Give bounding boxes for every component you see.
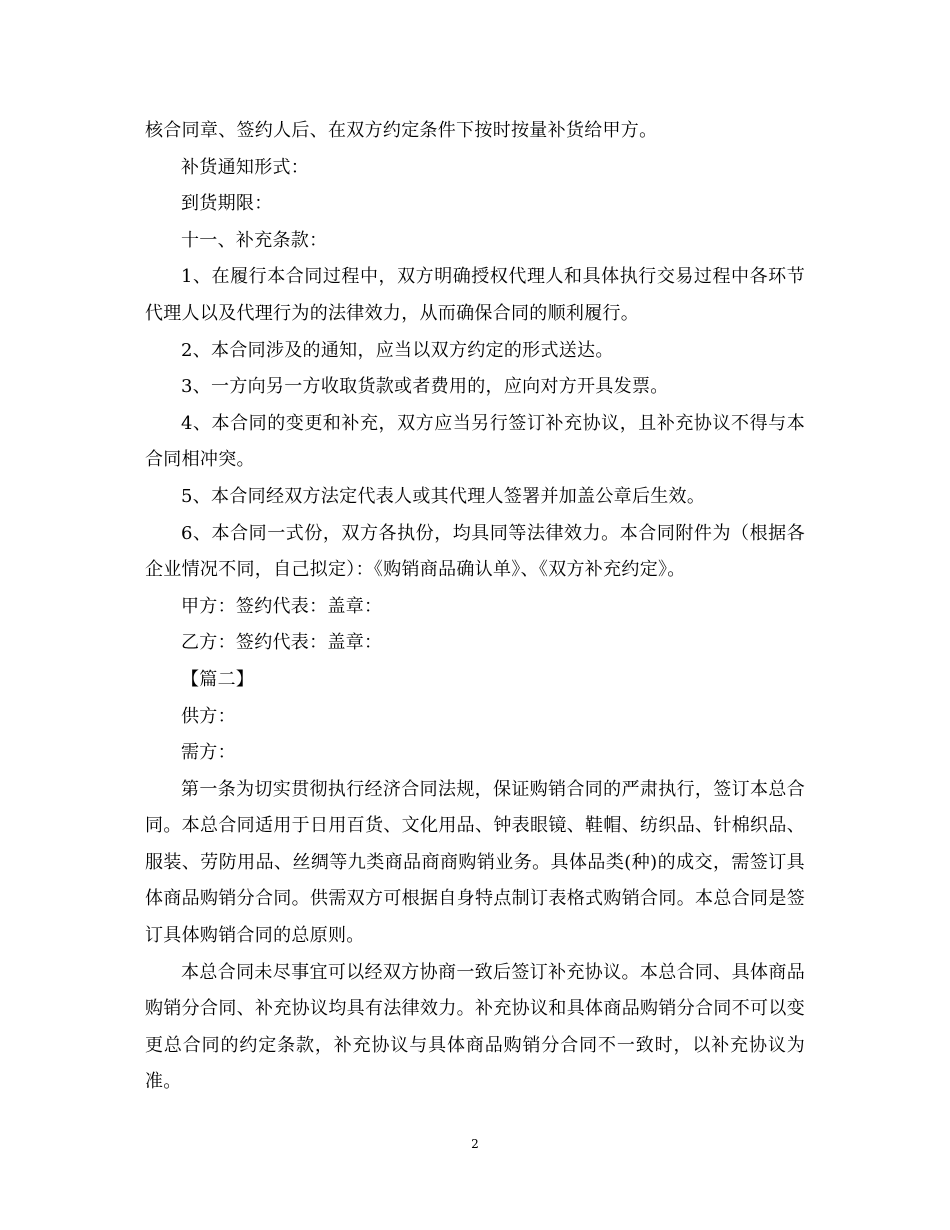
party-line: 供方： — [181, 705, 236, 727]
paragraph: 到货期限： — [181, 193, 273, 215]
document-body — [145, 113, 805, 1101]
signature-line: 甲方：签约代表：盖章： — [181, 595, 383, 617]
paragraph: 6、本合同一式份，双方各执份，均具同等法律效力。本合同附件为（根据各企业情况不同，自己拟定）：《购销商品确认单》、《双方补充约定》。 — [145, 522, 805, 581]
paragraph: 3、一方向另一方收取货款或者费用的，应向对方开具发票。 — [181, 376, 669, 398]
section-heading: 十一、补充条款： — [181, 229, 328, 251]
paragraph: 第一条为切实贯彻执行经济合同法规，保证购销合同的严肃执行，签订本总合同。本总合同适用于日用百货、文化用品、钟表眼镜、鞋帽、纺织品、针棉织品、服装、劳防用品、丝绸等九类商品商商购销业务。具体品类(种)的成交，需签订具体商品购销分合同。供需双方可根据自身特点制订表格式购销合同。本总合同是签订具体购销合同的总原则。 — [145, 778, 805, 947]
paragraph: 本总合同未尽事宜可以经双方协商一致后签订补充协议。本总合同、具体商品购销分合同、补充协议均具有法律效力。补充协议和具体商品购销分合同不可以变更总合同的约定条款，补充协议与具体商品购销分合同不一致时，以补充协议为准。 — [145, 961, 805, 1093]
party-line: 需方： — [181, 742, 236, 764]
paragraph: 4、本合同的变更和补充，双方应当另行签订补充协议，且补充协议不得与本合同相冲突。 — [145, 412, 805, 471]
page-number: 2 — [471, 1137, 479, 1151]
paragraph: 2、本合同涉及的通知，应当以双方约定的形式送达。 — [181, 339, 614, 361]
paragraph: 核合同章、签约人后、在双方约定条件下按时按量补货给甲方。 — [145, 120, 658, 141]
paragraph: 5、本合同经双方法定代表人或其代理人签署并加盖公章后生效。 — [181, 485, 706, 507]
paragraph: 补货通知形式： — [181, 156, 310, 178]
signature-line: 乙方：签约代表：盖章： — [181, 632, 383, 654]
paragraph: 1、在履行本合同过程中，双方明确授权代理人和具体执行交易过程中各环节代理人以及代理行为的法律效力，从而确保合同的顺利履行。 — [145, 266, 805, 324]
section-title: 【篇二】 — [181, 668, 255, 690]
